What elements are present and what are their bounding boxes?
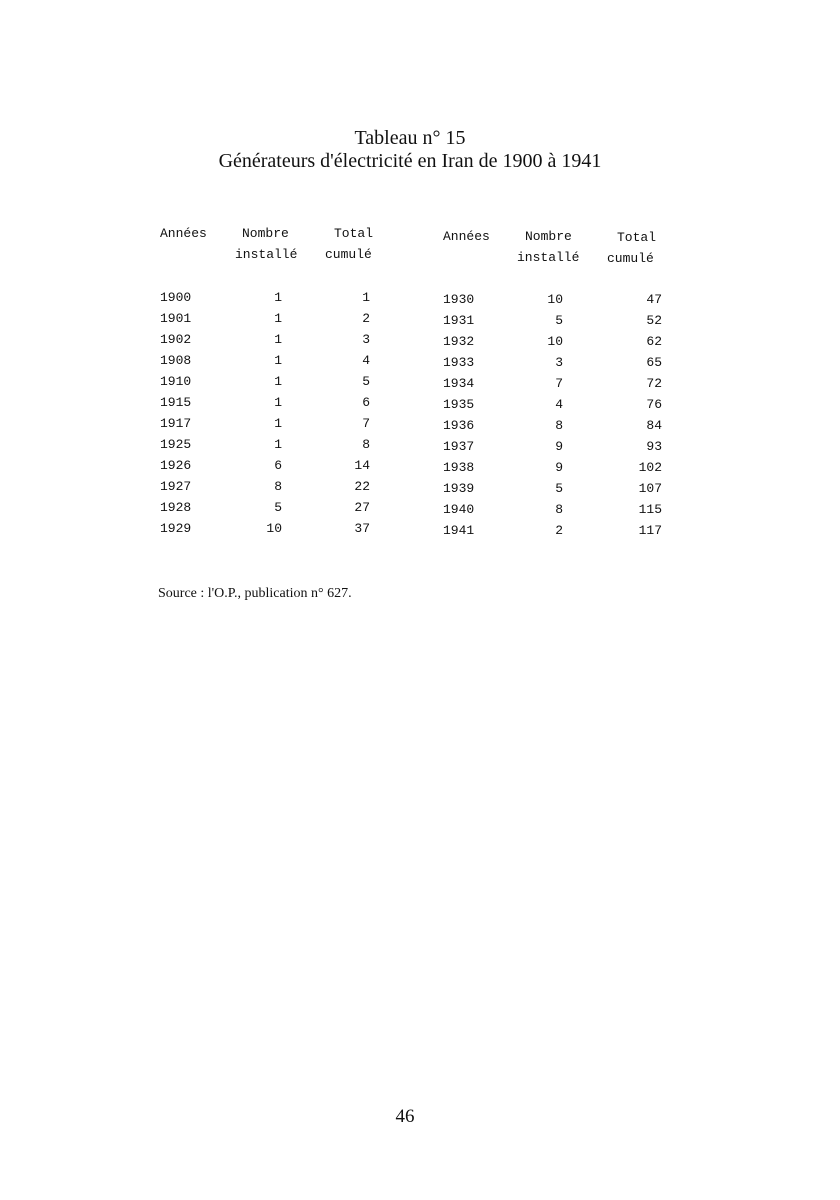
cell-total: 4: [362, 353, 370, 368]
cell-year: 1931: [443, 313, 475, 328]
table-title: Tableau n° 15: [354, 127, 466, 149]
table-row: [160, 521, 400, 542]
header-count-line2: installé: [235, 247, 298, 262]
cell-count: 10: [266, 521, 282, 536]
cell-count: 1: [274, 332, 282, 347]
cell-count: 1: [274, 353, 282, 368]
cell-total: 84: [646, 418, 662, 433]
cell-year: 1925: [160, 437, 192, 452]
table-subtitle: Générateurs d'électricité en Iran de 1900 à 1941: [218, 150, 602, 172]
cell-count: 1: [274, 437, 282, 452]
header-total-line2: cumulé: [607, 251, 654, 266]
cell-count: 4: [555, 397, 563, 412]
cell-year: 1915: [160, 395, 192, 410]
cell-count: 5: [555, 481, 563, 496]
table-row: [160, 332, 400, 353]
cell-count: 2: [555, 523, 563, 538]
cell-year: 1936: [443, 418, 475, 433]
cell-total: 115: [638, 502, 662, 517]
cell-year: 1902: [160, 332, 192, 347]
table-row: [160, 500, 400, 521]
table-row: [443, 439, 683, 460]
cell-total: 52: [646, 313, 662, 328]
cell-total: 93: [646, 439, 662, 454]
cell-count: 3: [555, 355, 563, 370]
table-row: [160, 290, 400, 311]
header-count-line1: Nombre: [525, 229, 572, 244]
table-row: [160, 479, 400, 500]
header-total-line1: Total: [617, 230, 657, 245]
cell-year: 1929: [160, 521, 192, 536]
header-count-line2: installé: [517, 250, 580, 265]
cell-count: 7: [555, 376, 563, 391]
table-row: [160, 458, 400, 479]
cell-count: 10: [547, 334, 563, 349]
cell-year: 1935: [443, 397, 475, 412]
cell-count: 9: [555, 460, 563, 475]
cell-total: 5: [362, 374, 370, 389]
table-row: [443, 397, 683, 418]
cell-total: 1: [362, 290, 370, 305]
cell-count: 8: [555, 418, 563, 433]
table-row: [443, 292, 683, 313]
cell-total: 47: [646, 292, 662, 307]
cell-year: 1930: [443, 292, 475, 307]
cell-year: 1941: [443, 523, 475, 538]
cell-count: 8: [555, 502, 563, 517]
table-row: [443, 502, 683, 523]
cell-year: 1900: [160, 290, 192, 305]
table-row: [160, 311, 400, 332]
cell-total: 6: [362, 395, 370, 410]
cell-year: 1901: [160, 311, 192, 326]
table-row: [443, 355, 683, 376]
cell-total: 72: [646, 376, 662, 391]
cell-year: 1937: [443, 439, 475, 454]
cell-total: 27: [354, 500, 370, 515]
table-row: [443, 334, 683, 355]
cell-year: 1928: [160, 500, 192, 515]
header-total-line1: Total: [334, 226, 374, 241]
cell-count: 1: [274, 311, 282, 326]
cell-year: 1927: [160, 479, 192, 494]
cell-count: 1: [274, 395, 282, 410]
cell-count: 5: [274, 500, 282, 515]
cell-count: 10: [547, 292, 563, 307]
table-row: [160, 437, 400, 458]
header-count-line1: Nombre: [242, 226, 289, 241]
table-row: [160, 353, 400, 374]
right-table-rows: [443, 292, 683, 544]
table-row: [160, 395, 400, 416]
cell-year: 1917: [160, 416, 192, 431]
table-row: [160, 374, 400, 395]
header-years: Années: [443, 229, 490, 244]
cell-total: 107: [638, 481, 662, 496]
cell-year: 1910: [160, 374, 192, 389]
table-row: [443, 313, 683, 334]
cell-count: 8: [274, 479, 282, 494]
cell-count: 1: [274, 290, 282, 305]
table-row: [443, 376, 683, 397]
cell-total: 76: [646, 397, 662, 412]
cell-count: 1: [274, 416, 282, 431]
cell-total: 2: [362, 311, 370, 326]
cell-total: 117: [638, 523, 662, 538]
cell-year: 1933: [443, 355, 475, 370]
cell-year: 1940: [443, 502, 475, 517]
cell-total: 22: [354, 479, 370, 494]
cell-total: 62: [646, 334, 662, 349]
cell-total: 8: [362, 437, 370, 452]
cell-count: 6: [274, 458, 282, 473]
cell-total: 7: [362, 416, 370, 431]
cell-count: 5: [555, 313, 563, 328]
cell-year: 1938: [443, 460, 475, 475]
cell-year: 1932: [443, 334, 475, 349]
cell-total: 102: [638, 460, 662, 475]
cell-total: 3: [362, 332, 370, 347]
table-row: [443, 460, 683, 481]
left-table-rows: [160, 290, 400, 542]
cell-count: 9: [555, 439, 563, 454]
cell-year: 1926: [160, 458, 192, 473]
cell-total: 65: [646, 355, 662, 370]
header-years: Années: [160, 226, 207, 241]
table-row: [443, 481, 683, 502]
cell-count: 1: [274, 374, 282, 389]
header-total-line2: cumulé: [325, 247, 372, 262]
table-row: [443, 523, 683, 544]
cell-year: 1908: [160, 353, 192, 368]
page-number: 46: [395, 1106, 415, 1127]
source-note: Source : l'O.P., publication n° 627.: [158, 586, 352, 601]
cell-total: 37: [354, 521, 370, 536]
cell-total: 14: [354, 458, 370, 473]
table-row: [160, 416, 400, 437]
table-row: [443, 418, 683, 439]
cell-year: 1939: [443, 481, 475, 496]
cell-year: 1934: [443, 376, 475, 391]
